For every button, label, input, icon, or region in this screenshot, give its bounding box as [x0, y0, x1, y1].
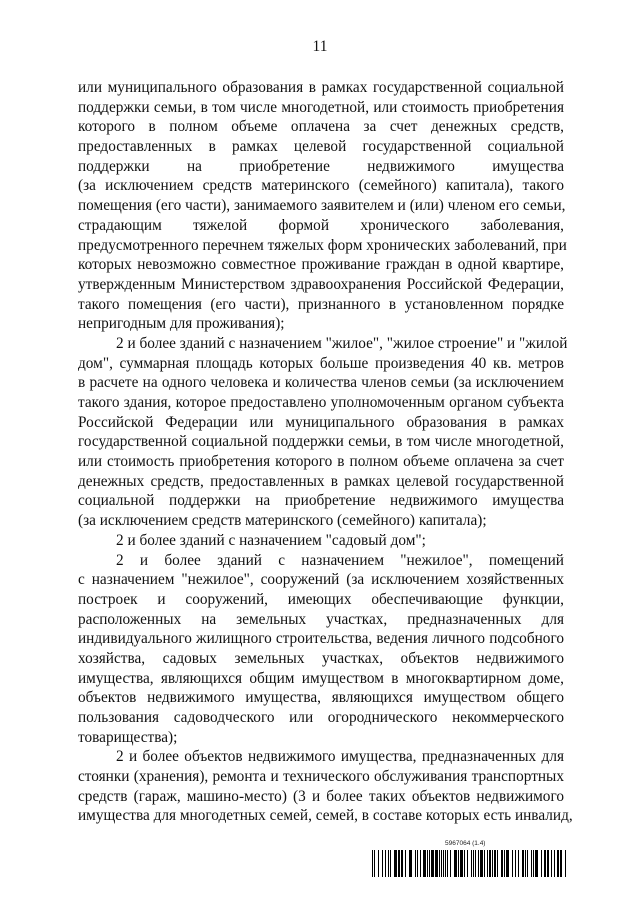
text-line: или муниципального образования в рамках государственной социальной	[78, 79, 564, 96]
text-line: товарищества);	[78, 728, 178, 746]
text-line: пользования садоводческого или огороднического некоммерческого	[78, 709, 564, 726]
text-line: помещения (его части), занимаемого заявителем и (или) членом его семьи,	[78, 197, 566, 215]
text-line: которых невозможно совместное проживание граждан в одной квартире,	[78, 256, 564, 274]
document-code: 5967064 (1.4)	[445, 840, 486, 847]
paragraph	[78, 78, 567, 334]
text-line: поддержки на приобретение недвижимого имущества	[78, 157, 564, 175]
text-line: Российской Федерации или муниципального образования в рамках	[78, 413, 564, 431]
paragraph	[78, 747, 573, 826]
barcode-icon	[372, 850, 566, 877]
text-line: расположенных на земельных участках, предназначенных для	[78, 610, 564, 628]
text-line: утвержденным Министерством здравоохранения Российской Федерации,	[78, 275, 564, 293]
text-line: такого помещения (его части), признанного в установленном порядке	[78, 295, 564, 313]
text-line: предусмотренного перечнем тяжелых форм хронических заболеваний, при	[78, 236, 567, 254]
text-line: предоставленных в рамках целевой государственной социальной	[78, 138, 564, 156]
text-line: такого здания, которое предоставлено уполномоченным органом субъекта	[78, 394, 564, 411]
text-line: с назначением "нежилое", сооружений (за исключением хозяйственных	[78, 571, 564, 589]
text-line: хозяйства, садовых земельных участках, объектов недвижимого	[78, 649, 564, 667]
text-line: (за исключением средств материнского (семейного) капитала), такого	[78, 177, 564, 195]
paragraph	[78, 334, 568, 531]
text-line: имущества для многодетных семей, семей, в составе которых есть инвалид,	[78, 807, 573, 825]
text-line: в расчете на одного человека и количества членов семьи (за исключением	[78, 374, 564, 392]
text-line: социальной поддержки на приобретение недвижимого имущества	[78, 492, 564, 510]
text-line: (за исключением средств материнского (семейного) капитала);	[78, 512, 487, 530]
text-line: поддержки семьи, в том числе многодетной, или стоимость приобретения	[78, 98, 564, 116]
text-line: 2 и более зданий с назначением "нежилое", помещений	[116, 551, 564, 569]
text-line: средств (гараж, машино-место) (3 и более таких объектов недвижимого	[78, 787, 564, 805]
text-line: объектов недвижимого имущества, являющихся имуществом общего	[78, 689, 564, 707]
text-line: построек и сооружений, имеющих обеспечивающие функции,	[78, 590, 564, 608]
text-line: 2 и более зданий с назначением "жилое", "жилое строение" и "жилой	[116, 334, 568, 352]
page-number: 11	[312, 38, 328, 55]
text-line: или стоимость приобретения которого в полном объеме оплачена за счет	[78, 453, 564, 471]
paragraph	[78, 531, 564, 551]
text-line: имущества, являющихся общим имуществом в многоквартирном доме,	[78, 669, 564, 687]
text-line: денежных средств, предоставленных в рамках целевой государственной	[78, 472, 564, 490]
text-line: индивидуального жилищного строительства, ведения личного подсобного	[78, 630, 564, 648]
text-line: государственной социальной поддержки семьи, в том числе многодетной,	[78, 433, 564, 451]
text-line: 2 и более объектов недвижимого имущества, предназначенных для	[116, 748, 564, 766]
paragraph	[78, 551, 564, 748]
text-line: 2 и более зданий с назначением "садовый дом";	[116, 531, 426, 549]
text-line: страдающим тяжелой формой хронического заболевания,	[78, 216, 564, 234]
text-line: стоянки (хранения), ремонта и технического обслуживания транспортных	[78, 768, 564, 786]
text-line: которого в полном объеме оплачена за счет денежных средств,	[78, 118, 564, 136]
text-line: непригодным для проживания);	[78, 315, 285, 333]
text-line: дом", суммарная площадь которых больше произведения 40 кв. метров	[78, 354, 564, 372]
body-text	[78, 78, 573, 826]
